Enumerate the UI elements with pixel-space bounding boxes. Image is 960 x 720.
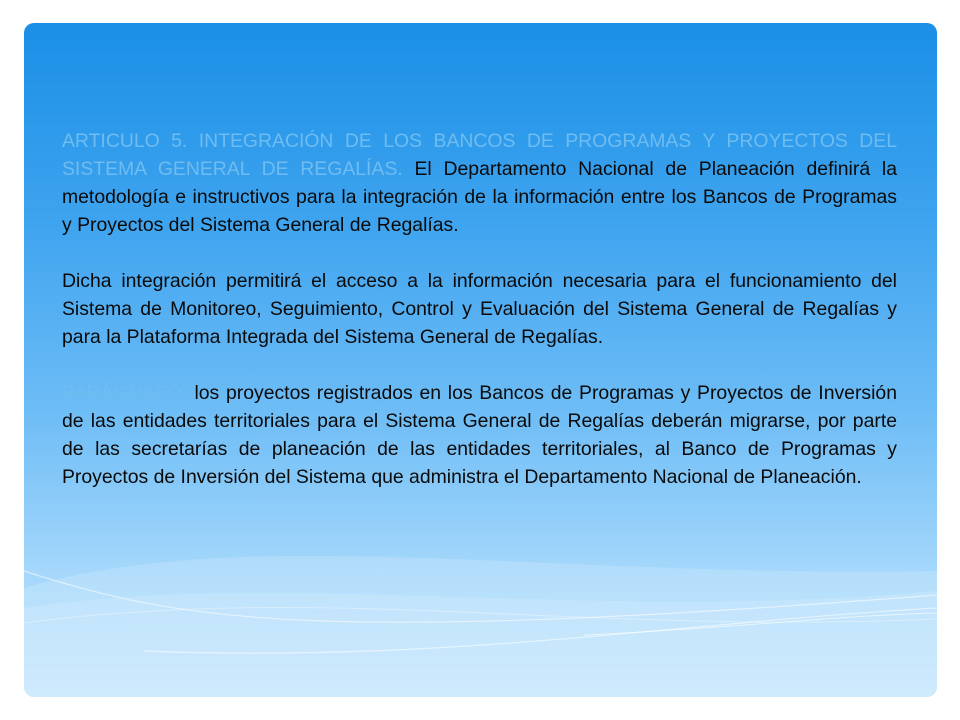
article-content xyxy=(62,127,897,491)
paragraph-article-5 xyxy=(62,127,897,239)
article-heading: ARTICULO 5. INTEGRACIÓN DE LOS BANCOS DE PROGRAMAS Y PROYECTOS DEL SISTEMA GENERAL DE REGALÍAS. xyxy=(62,130,897,180)
paragraph-paragrafo xyxy=(62,379,897,491)
paragrafo-heading: PARÁGRAFO. xyxy=(62,382,188,404)
article-body: El Departamento Nacional de Planeación definirá la metodología e instructivos para la integración de la información entre los Bancos de Programas y Proyectos del Sistema General de Regalías. xyxy=(62,158,897,236)
integration-body: Dicha integración permitirá el acceso a la información necesaria para el funcionamiento del Sistema de Monitoreo, Seguimiento, Control y Evaluación del Sistema General de Regalías y para la Plataforma Integrada del Sistema General de Regalías. xyxy=(62,270,897,348)
paragraph-integration xyxy=(62,267,897,351)
paragrafo-body: los proyectos registrados en los Bancos de Programas y Proyectos de Inversión de las entidades territoriales para el Sistema General de Regalías deberán migrarse, por parte de las secretarías de planeación de las entidades territoriales, al Banco de Programas y Proyectos de Inversión del Sistema que administra el Departamento Nacional de Planeación. xyxy=(62,382,897,488)
